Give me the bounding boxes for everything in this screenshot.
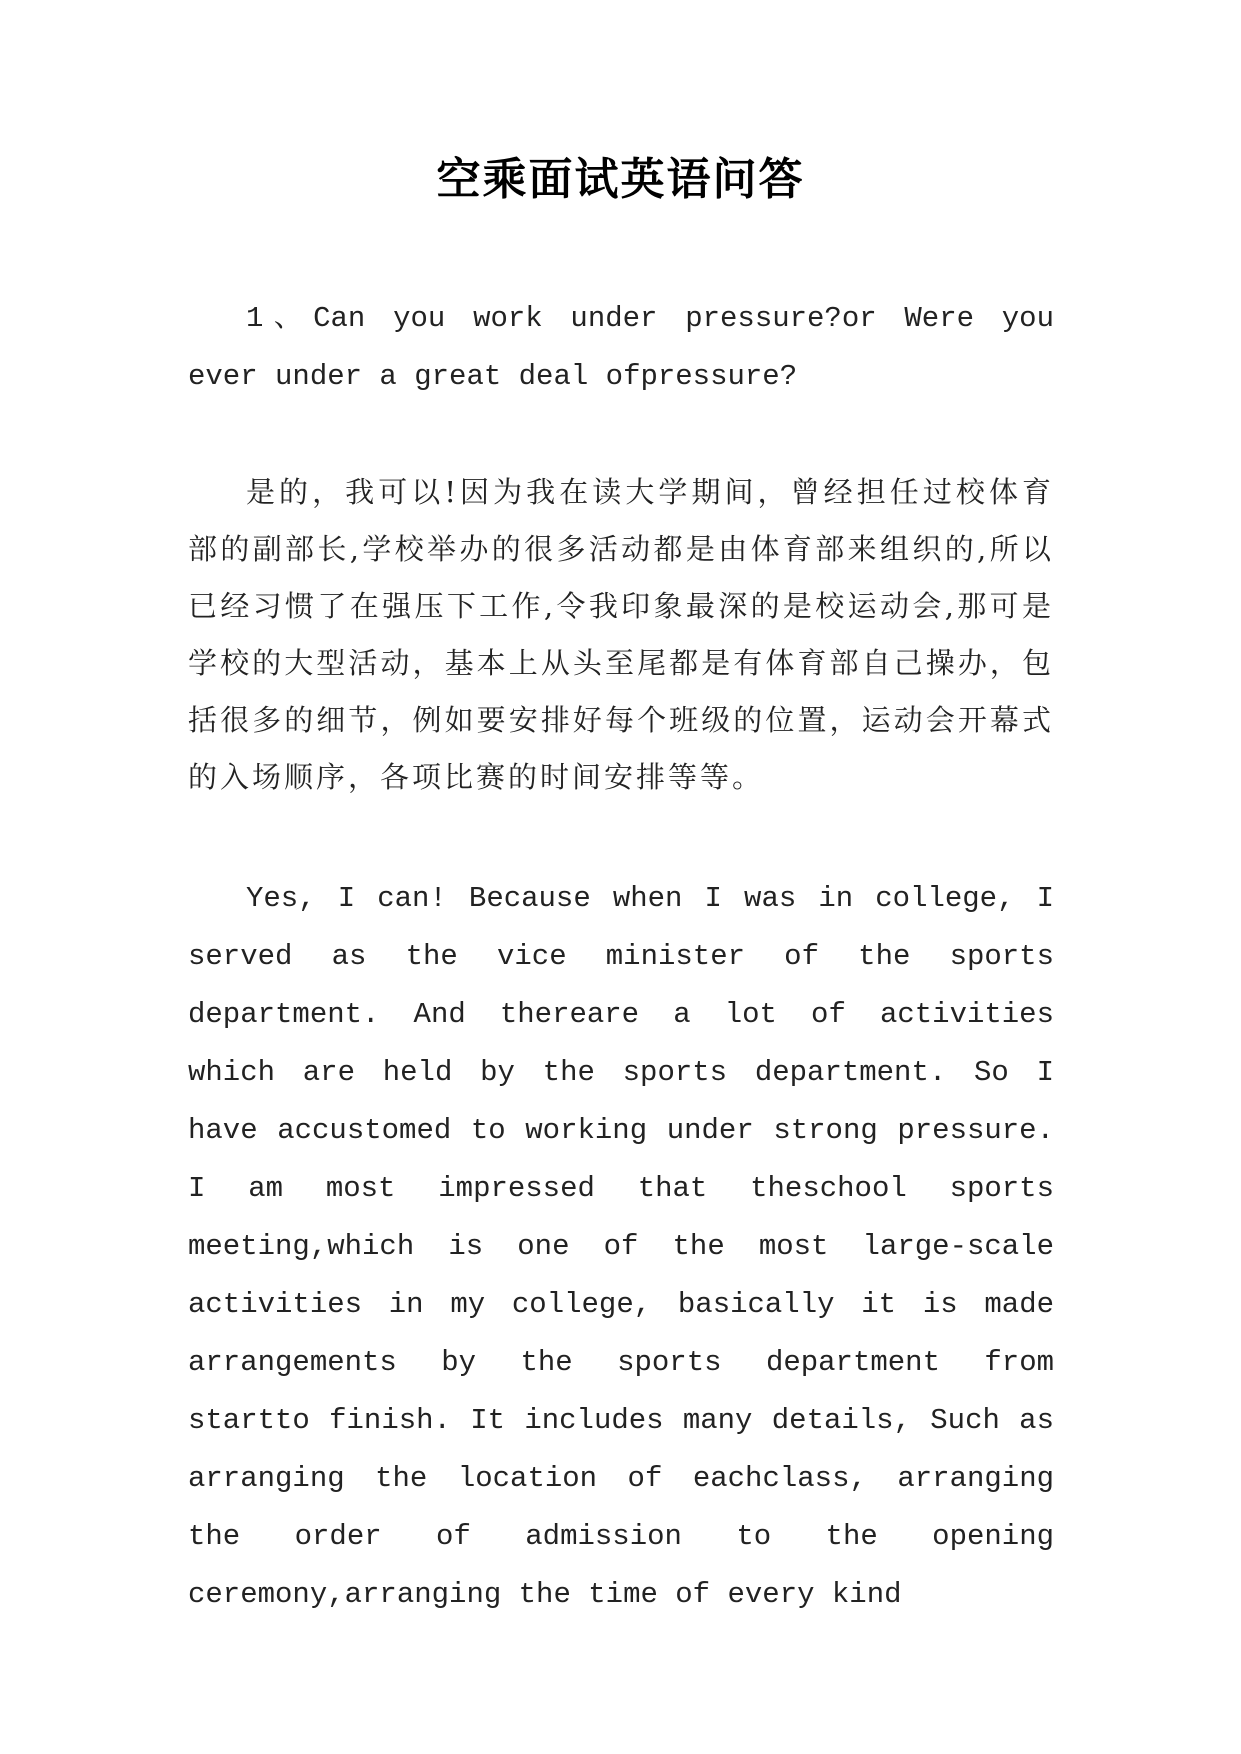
chinese-answer-text: 是的，我可以!因为我在读大学期间，曾经担任过校体育部的副部长,学校举办的很多活动都是由体育部来组织的,所以已经习惯了在强压下工作,令我印象最深的是校运动会,那可是学校的大型活动，基本上从头至尾都是有体育部自己操办，包括很多的细节，例如要安排好每个班级的位置，运动会开幕式的入场顺序，各项比赛的时间安排等等。 — [188, 475, 1054, 794]
chinese-answer-block — [188, 464, 1054, 806]
document-title: 空乘面试英语问答 — [436, 154, 805, 205]
english-answer-block — [188, 870, 1054, 1624]
question-block — [188, 290, 1054, 406]
question-text: 1、Can you work under pressure?or Were you ever under a great deal ofpressure? — [188, 302, 1054, 393]
english-answer-text: Yes, I can! Because when I was in college, I served as the vice minister of the sports department. And thereare a lot of activities which are held by the sports department. So I have accustomed to working under strong pressure. I am most impressed that theschool sports meeting,which is one of the most large-scale activities in my college, basically it is made arrangements by the sports department from startto finish. It includes many details, Such as arranging the location of eachclass, arranging the order of admission to the opening ceremony,arranging the time of every kind — [188, 882, 1054, 1611]
